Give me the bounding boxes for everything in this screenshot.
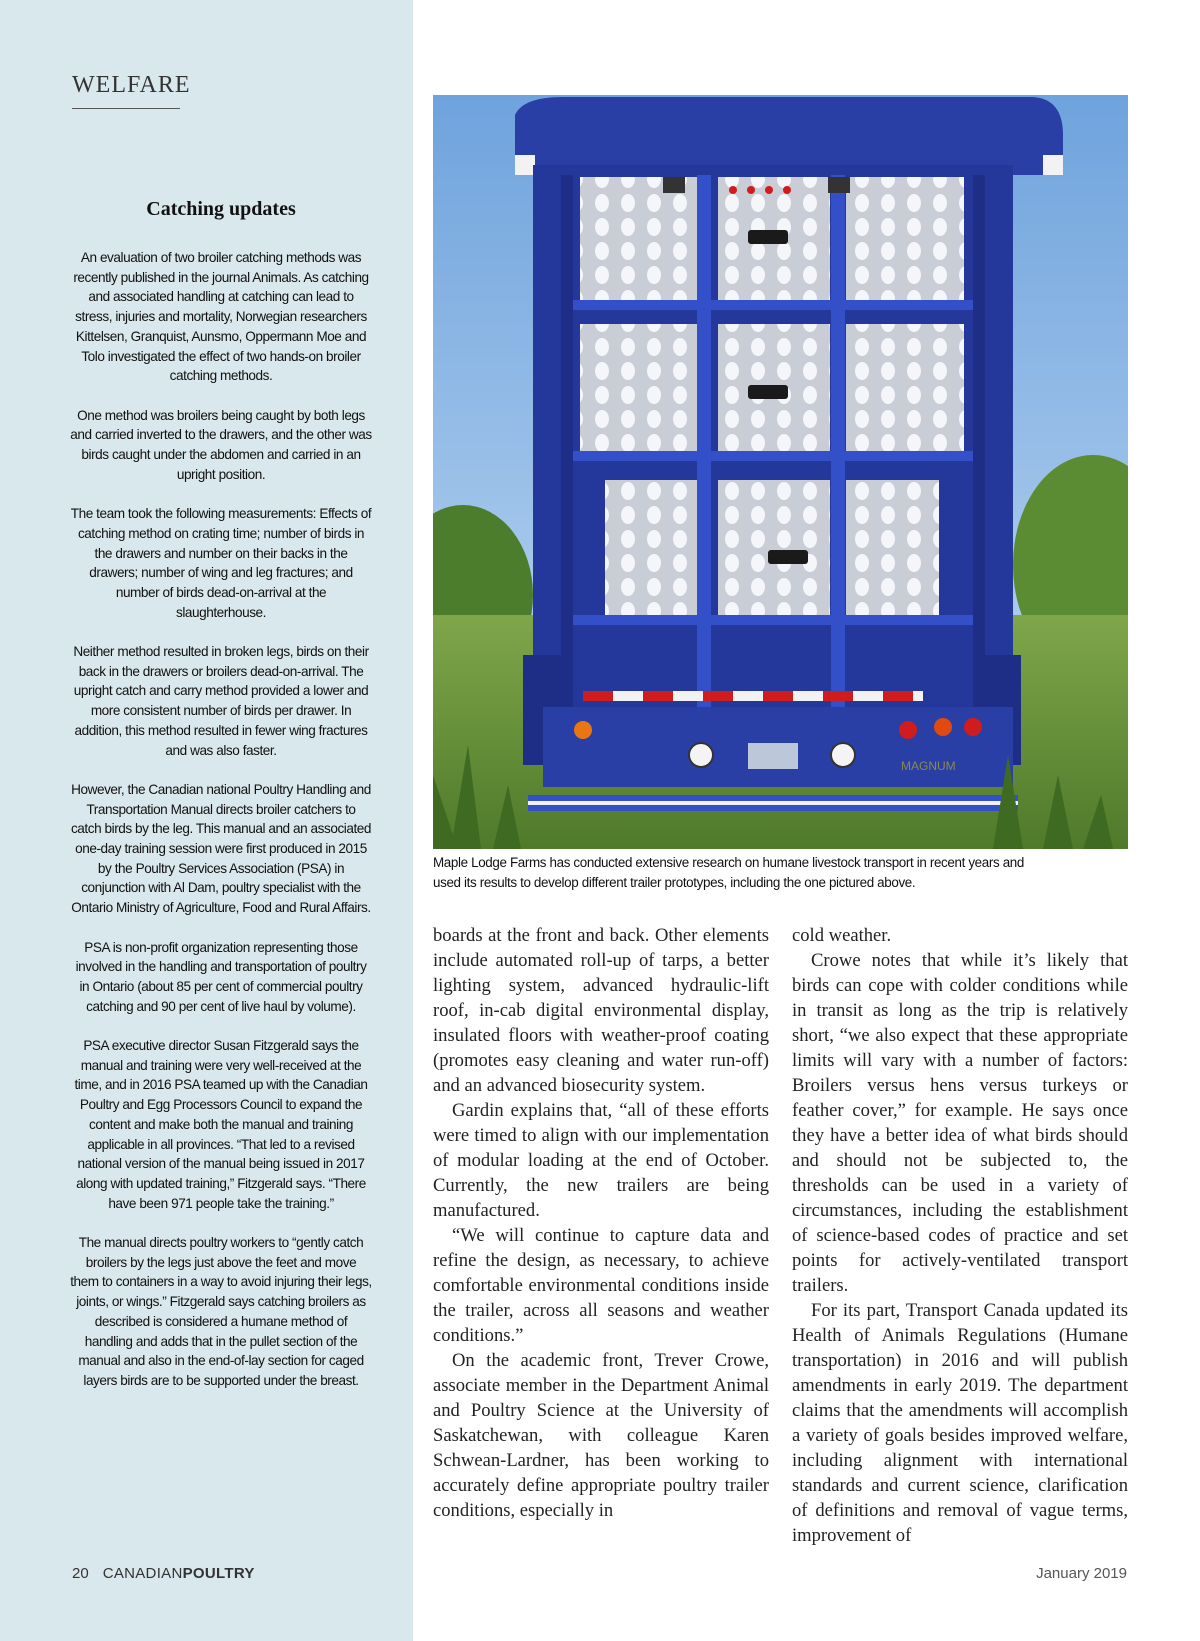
- article-column-2: [792, 923, 1128, 1548]
- section-label: WELFARE: [72, 72, 191, 98]
- sidebar-paragraph: The manual directs poultry workers to “gently catch broilers by the legs just above the feet and move them to containers in a way to avoid injuring their legs, joints, or wings.” Fitzgerald says catching broilers as described is considered a humane method of handling and adds that in the pullet section of the manual and also in the end-of-lay section for caged layers birds are to be supported under the breast.: [70, 1235, 372, 1388]
- sidebar-paragraph: An evaluation of two broiler catching methods was recently published in the journal Animals. As catching and associated handling at catching can lead to stress, injuries and mortality, Norwegian researchers Kittelsen, Granquist, Aunsmo, Oppermann Moe and Tolo investigated the effect of two hands-on broiler catching methods.: [73, 250, 369, 384]
- issue-date: January 2019: [1036, 1565, 1127, 1582]
- publication-name-light: CANADIAN: [102, 1565, 183, 1582]
- article-paragraph: Crowe notes that while it’s likely that birds can cope with colder conditions while in transit as long as the trip is relatively short, “we also expect that these appropriate limits will vary with a number of factors: Broilers versus hens versus turkeys or feather cover,” for example. He says once they have a better idea of what birds should and should not be subjected to, the thresholds can be used in a variety of circumstances, including the establishment of science-based codes of practice and set points for actively-ventilated transport trailers.: [792, 950, 1128, 1296]
- sidebar-title: Catching updates: [146, 198, 296, 220]
- page-footer-left: [72, 1565, 255, 1582]
- sidebar-paragraph: PSA executive director Susan Fitzgerald says the manual and training were very well-received at the time, and in 2016 PSA teamed up with the Canadian Poultry and Egg Processors Council to expand the content and make both the manual and training applicable in all provinces. “That led to a revised national version of the manual being issued in 2017 along with updated training,” Fitzgerald says. “There have been 971 people take the training.”: [74, 1038, 368, 1211]
- sidebar-paragraph: One method was broilers being caught by both legs and carried inverted to the drawers, and the other was birds caught under the abdomen and carried in an upright position.: [70, 407, 372, 482]
- publication-name-bold: POULTRY: [182, 1565, 255, 1582]
- article-paragraph: boards at the front and back. Other elements include automated roll-up of tarps, a better lighting system, advanced hydraulic-lift roof, in-cab digital environmental display, insulated floors with weather-proof coating (promotes easy cleaning and water run-off) and an advanced biosecurity system.: [433, 925, 769, 1096]
- caption-line: used its results to develop different trailer prototypes, including the one pictured above.: [433, 875, 916, 890]
- article-paragraph: Gardin explains that, “all of these efforts were timed to align with our implementation of modular loading at the end of October. Currently, the new trailers are being manufactured.: [433, 1100, 769, 1221]
- article-paragraph: “We will continue to capture data and refine the design, as necessary, to achieve comfortable environmental conditions inside the trailer, across all seasons and weather conditions.”: [433, 1225, 769, 1346]
- sidebar-paragraph: However, the Canadian national Poultry Handling and Transportation Manual directs broiler catchers to catch birds by the leg. This manual and an associated one-day training session were first produced in 2015 by the Poultry Services Association (PSA) in conjunction with Al Dam, poultry specialist with the Ontario Ministry of Agriculture, Food and Rural Affairs.: [70, 781, 372, 916]
- trailer-photo: [433, 95, 1128, 849]
- article-paragraph: For its part, Transport Canada updated its Health of Animals Regulations (Humane transportation) in 2016 and will publish amendments in early 2019. The department claims that the amendments will accomplish a variety of goals besides improved welfare, including alignment with international standards and current science, clarification of definitions and removal of vague terms, improvement of: [792, 1300, 1128, 1546]
- article-paragraph: On the academic front, Trever Crowe, associate member in the Department Animal and Poultry Science at the University of Saskatchewan, with colleague Karen Schwean-Lardner, has been working to accurately define appropriate poultry trailer conditions, especially in: [433, 1350, 769, 1521]
- page-number: 20: [72, 1565, 89, 1582]
- article-paragraph: cold weather.: [792, 925, 892, 946]
- article-column-1: [433, 923, 769, 1523]
- caption-line: Maple Lodge Farms has conducted extensive research on humane livestock transport in recent years and: [433, 855, 1024, 870]
- photo-caption: [433, 853, 1133, 893]
- sidebar-paragraph: Neither method resulted in broken legs, birds on their back in the drawers or broilers dead-on-arrival. The upright catch and carry method provided a lower and more consistent number of birds per drawer. In addition, this method resulted in fewer wing fractures and was also faster.: [73, 644, 369, 758]
- trailer-plate-text: MAGNUM: [901, 759, 956, 773]
- trailer-illustration: [433, 95, 1128, 849]
- sidebar-paragraph: PSA is non-profit organization representing those involved in the handling and transportation of poultry in Ontario (about 85 per cent of commercial poultry catching and 90 per cent of live haul by volume).: [75, 939, 367, 1014]
- section-rule: [72, 108, 180, 109]
- publication-name: [103, 1565, 255, 1582]
- sidebar-body: [70, 248, 372, 1410]
- sidebar-paragraph: The team took the following measurements: Effects of catching method on crating time; number of birds in the drawers and number on their backs in the drawers; number of wing and leg fractures; and number of birds dead-on-arrival at the slaughterhouse.: [70, 506, 372, 620]
